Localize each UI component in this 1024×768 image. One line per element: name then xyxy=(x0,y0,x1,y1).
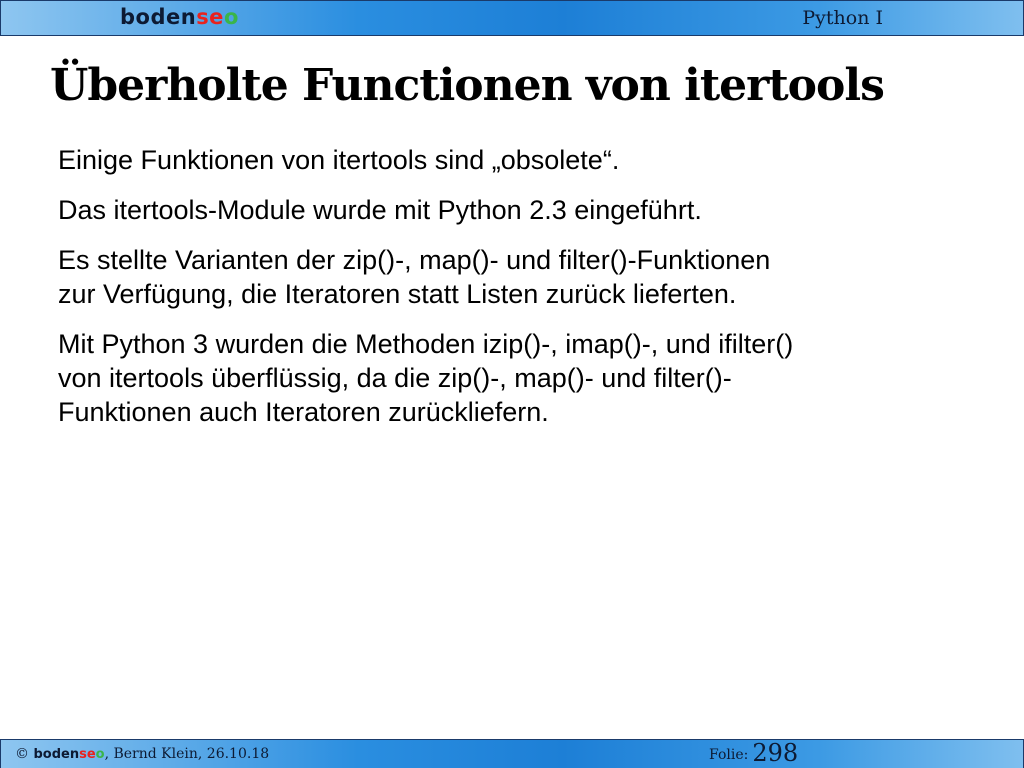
slide-number: 298 xyxy=(752,739,799,767)
slide-number-block xyxy=(709,740,798,766)
footer-credit xyxy=(15,745,269,764)
paragraph-1: Einige Funktionen von itertools sind „obsolete“. xyxy=(58,145,620,175)
slide-content xyxy=(58,143,918,445)
footer-logo xyxy=(33,747,104,762)
logo-part-se: se xyxy=(196,5,224,29)
paragraph-4: Mit Python 3 wurden die Methoden izip()-, imap()-, und ifilter() von itertools überflüssig, da die zip()-, map()- und filter()- Funktionen auch Iteratoren zurückliefern. xyxy=(58,329,794,427)
footer-author-date: , Bernd Klein, 26.10.18 xyxy=(104,746,270,762)
footer-bar xyxy=(0,739,1024,768)
logo-part-boden: boden xyxy=(120,5,197,29)
copyright-symbol: © xyxy=(15,746,29,762)
course-title: Python I xyxy=(802,7,883,29)
slide-number-label: Folie: xyxy=(709,747,749,763)
logo-part-o: o xyxy=(223,5,239,29)
paragraph-2: Das itertools-Module wurde mit Python 2.3 eingeführt. xyxy=(58,195,702,225)
header-bar xyxy=(0,0,1024,36)
bodenseo-logo xyxy=(120,4,239,30)
footer-logo-o: o xyxy=(95,747,105,762)
slide-title: Überholte Functionen von itertools xyxy=(50,60,884,111)
footer-logo-se: se xyxy=(79,747,96,762)
paragraph-3: Es stellte Varianten der zip()-, map()- und filter()-Funktionen zur Verfügung, die Iteratoren statt Listen zurück lieferten. xyxy=(58,245,771,309)
footer-logo-boden: boden xyxy=(33,747,80,762)
